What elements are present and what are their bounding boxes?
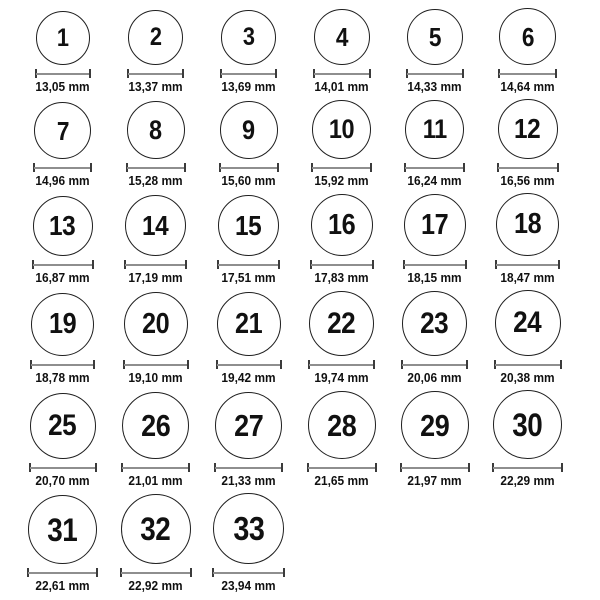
measure-bar	[34, 167, 91, 169]
diameter-measure-line	[404, 163, 465, 172]
measure-bar	[221, 73, 276, 75]
ring-circle	[36, 11, 90, 65]
ring-size-number: 14	[142, 209, 169, 241]
diameter-measure-line	[313, 69, 371, 78]
ring-size-item	[16, 11, 109, 95]
diameter-label: 17,51 mm	[221, 271, 276, 285]
measure-tick-right	[185, 260, 187, 269]
diameter-label: 13,69 mm	[221, 80, 276, 94]
measure-bar	[312, 167, 371, 169]
ring-circle	[213, 493, 284, 564]
ring-size-number: 5	[428, 22, 441, 52]
ring-circle	[121, 494, 191, 564]
diameter-measure-line	[492, 463, 563, 472]
measure-tick-right	[283, 568, 285, 577]
measure-bar	[36, 73, 90, 75]
diameter-measure-line	[123, 360, 189, 369]
diameter-measure-line	[311, 163, 372, 172]
ring-circle	[405, 100, 464, 159]
diameter-label: 14,96 mm	[35, 174, 90, 188]
ring-size-number: 10	[328, 114, 355, 144]
ring-size-number: 11	[422, 114, 447, 144]
diameter-measure-line	[126, 163, 186, 172]
measure-bar	[404, 264, 466, 266]
ring-size-number: 1	[56, 23, 69, 52]
diameter-label: 17,83 mm	[314, 271, 369, 285]
ring-size-number: 7	[56, 115, 69, 146]
ring-size-item	[481, 390, 574, 489]
ring-size-item	[295, 391, 388, 489]
measure-bar	[407, 73, 463, 75]
ring-size-number: 26	[140, 408, 171, 443]
measure-tick-right	[188, 463, 190, 472]
ring-size-number: 13	[49, 210, 76, 241]
diameter-measure-line	[120, 568, 192, 577]
diameter-label: 14,33 mm	[407, 80, 462, 94]
diameter-label: 20,38 mm	[500, 371, 555, 385]
measure-bar	[495, 364, 561, 366]
measure-bar	[405, 167, 464, 169]
measure-bar	[314, 73, 370, 75]
ring-size-row	[16, 493, 600, 594]
ring-circle	[496, 193, 559, 256]
measure-bar	[493, 467, 562, 469]
ring-size-item	[202, 292, 295, 386]
diameter-measure-line	[121, 463, 190, 472]
diameter-label: 16,56 mm	[500, 174, 555, 188]
ring-size-row	[16, 8, 600, 95]
diameter-measure-line	[406, 69, 464, 78]
ring-circle	[311, 194, 373, 256]
measure-tick-right	[462, 69, 464, 78]
ring-size-row	[16, 193, 600, 286]
measure-tick-right	[184, 163, 186, 172]
measure-tick-right	[372, 260, 374, 269]
ring-circle	[312, 100, 371, 159]
ring-circle	[28, 495, 97, 564]
ring-size-item	[481, 290, 574, 386]
measure-tick-right	[558, 260, 560, 269]
measure-tick-right	[275, 69, 277, 78]
measure-tick-right	[561, 463, 563, 472]
measure-tick-right	[190, 568, 192, 577]
measure-bar	[128, 73, 183, 75]
ring-circle	[221, 10, 276, 65]
ring-size-item	[295, 9, 388, 95]
ring-size-item	[109, 392, 202, 489]
measure-bar	[215, 467, 282, 469]
measure-tick-right	[96, 568, 98, 577]
ring-circle	[30, 393, 96, 459]
diameter-label: 21,33 mm	[221, 474, 276, 488]
ring-size-item	[109, 292, 202, 386]
ring-size-item	[202, 493, 295, 594]
ring-circle	[493, 390, 562, 459]
ring-size-number: 9	[242, 114, 255, 145]
ring-size-number: 25	[48, 409, 77, 442]
diameter-label: 19,42 mm	[221, 371, 276, 385]
diameter-measure-line	[30, 360, 95, 369]
diameter-measure-line	[32, 260, 94, 269]
diameter-label: 23,94 mm	[221, 579, 276, 593]
ring-size-item	[388, 391, 481, 489]
ring-size-number: 24	[513, 306, 542, 339]
ring-circle	[308, 391, 376, 459]
ring-size-number: 8	[149, 114, 162, 145]
measure-bar	[402, 364, 467, 366]
ring-size-item	[202, 101, 295, 189]
ring-circle	[404, 194, 466, 256]
diameter-measure-line	[307, 463, 377, 472]
ring-size-number: 17	[420, 208, 449, 241]
measure-tick-right	[281, 463, 283, 472]
ring-circle	[314, 9, 370, 65]
measure-tick-right	[560, 360, 562, 369]
measure-tick-right	[555, 69, 557, 78]
ring-size-item	[16, 495, 109, 594]
diameter-measure-line	[212, 568, 285, 577]
ring-size-number: 2	[149, 23, 162, 51]
ring-circle	[495, 290, 561, 356]
ring-circle	[309, 291, 374, 356]
measure-bar	[308, 467, 376, 469]
diameter-label: 13,05 mm	[35, 80, 90, 94]
diameter-label: 22,29 mm	[500, 474, 555, 488]
ring-circle	[217, 292, 281, 356]
diameter-measure-line	[497, 163, 559, 172]
ring-size-number: 16	[327, 208, 356, 241]
ring-size-item	[388, 194, 481, 286]
measure-tick-right	[280, 360, 282, 369]
ring-size-number: 31	[47, 511, 78, 548]
diameter-measure-line	[214, 463, 283, 472]
ring-size-number: 23	[420, 306, 449, 340]
measure-bar	[401, 467, 469, 469]
ring-size-number: 32	[140, 511, 171, 547]
measure-bar	[499, 73, 556, 75]
ring-circle	[31, 293, 94, 356]
ring-size-number: 18	[513, 208, 542, 240]
diameter-label: 22,92 mm	[128, 579, 183, 593]
diameter-label: 16,87 mm	[35, 271, 90, 285]
diameter-measure-line	[400, 463, 470, 472]
ring-size-number: 33	[232, 510, 265, 547]
ring-size-item	[109, 101, 202, 189]
measure-bar	[33, 264, 93, 266]
measure-tick-right	[90, 163, 92, 172]
ring-size-item	[16, 102, 109, 189]
measure-tick-right	[557, 163, 559, 172]
measure-tick-right	[93, 360, 95, 369]
ring-size-number: 3	[242, 23, 255, 51]
diameter-measure-line	[216, 360, 282, 369]
diameter-measure-line	[35, 69, 91, 78]
ring-circle	[407, 9, 463, 65]
ring-circle	[124, 292, 188, 356]
diameter-label: 15,92 mm	[314, 174, 369, 188]
diameter-label: 16,24 mm	[407, 174, 462, 188]
measure-tick-right	[182, 69, 184, 78]
ring-size-number: 28	[326, 407, 357, 443]
diameter-measure-line	[220, 69, 277, 78]
measure-tick-right	[465, 260, 467, 269]
ring-size-number: 30	[512, 406, 543, 443]
diameter-measure-line	[33, 163, 92, 172]
ring-size-item	[388, 291, 481, 386]
ring-circle	[125, 195, 186, 256]
diameter-label: 18,78 mm	[35, 371, 90, 385]
ring-size-item	[388, 9, 481, 95]
ring-circle	[220, 101, 278, 159]
ring-size-row	[16, 390, 600, 489]
measure-tick-right	[187, 360, 189, 369]
ring-size-item	[481, 99, 574, 189]
measure-tick-right	[95, 463, 97, 472]
diameter-measure-line	[27, 568, 98, 577]
measure-bar	[218, 264, 279, 266]
ring-size-number: 20	[141, 307, 170, 340]
measure-tick-right	[370, 163, 372, 172]
ring-size-item	[202, 10, 295, 95]
ring-circle	[401, 391, 469, 459]
diameter-measure-line	[124, 260, 187, 269]
diameter-label: 19,74 mm	[314, 371, 369, 385]
diameter-measure-line	[495, 260, 560, 269]
diameter-label: 21,01 mm	[128, 474, 183, 488]
measure-bar	[311, 264, 373, 266]
ring-circle	[215, 392, 282, 459]
measure-tick-right	[466, 360, 468, 369]
measure-tick-right	[375, 463, 377, 472]
ring-size-item	[16, 196, 109, 286]
diameter-measure-line	[308, 360, 375, 369]
ring-circle	[122, 392, 189, 459]
diameter-label: 18,15 mm	[407, 271, 462, 285]
measure-bar	[122, 467, 189, 469]
diameter-measure-line	[219, 163, 279, 172]
ring-size-item	[481, 8, 574, 95]
measure-tick-right	[89, 69, 91, 78]
ring-size-item	[109, 494, 202, 594]
measure-tick-right	[463, 163, 465, 172]
diameter-label: 14,64 mm	[500, 80, 555, 94]
ring-size-number: 12	[514, 113, 541, 144]
measure-bar	[124, 364, 188, 366]
measure-bar	[28, 572, 97, 574]
ring-size-number: 27	[233, 408, 264, 443]
diameter-label: 21,97 mm	[407, 474, 462, 488]
diameter-measure-line	[401, 360, 468, 369]
measure-bar	[496, 264, 559, 266]
ring-circle	[128, 10, 183, 65]
measure-tick-right	[373, 360, 375, 369]
ring-size-row	[16, 99, 600, 189]
ring-circle	[218, 195, 279, 256]
ring-size-item	[109, 195, 202, 286]
diameter-label: 14,01 mm	[314, 80, 369, 94]
diameter-label: 17,19 mm	[128, 271, 183, 285]
measure-tick-right	[278, 260, 280, 269]
ring-size-item	[202, 392, 295, 489]
ring-size-number: 29	[419, 407, 450, 443]
measure-bar	[309, 364, 374, 366]
measure-bar	[125, 264, 186, 266]
ring-circle	[127, 101, 185, 159]
ring-circle	[499, 8, 556, 65]
diameter-measure-line	[127, 69, 184, 78]
ring-size-number: 21	[234, 307, 263, 340]
diameter-label: 15,28 mm	[128, 174, 183, 188]
measure-bar	[220, 167, 278, 169]
measure-bar	[30, 467, 96, 469]
ring-circle	[402, 291, 467, 356]
diameter-label: 19,10 mm	[128, 371, 183, 385]
measure-bar	[121, 572, 191, 574]
measure-bar	[498, 167, 558, 169]
diameter-label: 15,60 mm	[221, 174, 276, 188]
diameter-label: 20,70 mm	[35, 474, 90, 488]
diameter-label: 13,37 mm	[128, 80, 183, 94]
ring-size-number: 15	[235, 209, 262, 241]
ring-circle	[33, 196, 93, 256]
ring-size-item	[202, 195, 295, 286]
diameter-measure-line	[403, 260, 467, 269]
measure-tick-right	[277, 163, 279, 172]
diameter-measure-line	[310, 260, 374, 269]
measure-bar	[127, 167, 185, 169]
ring-size-number: 6	[521, 21, 534, 52]
ring-size-number: 19	[48, 308, 77, 340]
ring-size-row	[16, 290, 600, 386]
ring-size-item	[295, 100, 388, 189]
ring-circle	[34, 102, 91, 159]
diameter-measure-line	[29, 463, 97, 472]
ring-size-number: 4	[335, 22, 348, 52]
ring-size-number: 22	[327, 306, 356, 340]
measure-tick-right	[468, 463, 470, 472]
ring-circle	[498, 99, 558, 159]
measure-tick-right	[369, 69, 371, 78]
ring-size-item	[109, 10, 202, 95]
ring-size-item	[295, 194, 388, 286]
measure-bar	[31, 364, 94, 366]
diameter-measure-line	[494, 360, 562, 369]
ring-size-item	[388, 100, 481, 189]
ring-size-item	[481, 193, 574, 286]
diameter-label: 22,61 mm	[35, 579, 90, 593]
diameter-measure-line	[498, 69, 557, 78]
ring-size-item	[16, 393, 109, 489]
diameter-label: 21,65 mm	[314, 474, 369, 488]
ring-size-item	[16, 293, 109, 386]
measure-bar	[213, 572, 284, 574]
measure-bar	[217, 364, 281, 366]
measure-tick-right	[92, 260, 94, 269]
diameter-label: 18,47 mm	[500, 271, 555, 285]
ring-size-item	[295, 291, 388, 386]
diameter-measure-line	[217, 260, 280, 269]
diameter-label: 20,06 mm	[407, 371, 462, 385]
